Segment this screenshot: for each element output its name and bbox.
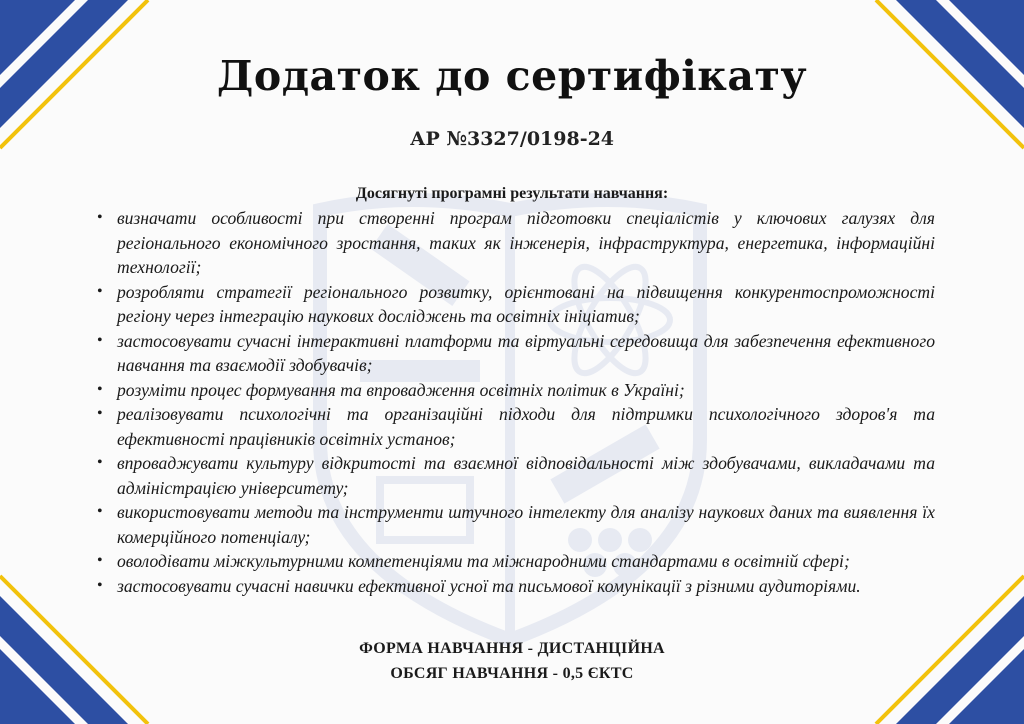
outcome-item: • впроваджувати культуру відкритості та взаємної відповідальності між здобувачами, викладачами та адміністрацією університету;: [95, 451, 935, 500]
study-form: ФОРМА НАВЧАННЯ - ДИСТАНЦІЙНА: [359, 640, 665, 657]
outcomes-heading: Досягнуті програмні результати навчання:: [355, 185, 669, 202]
outcome-item: • застосовувати сучасні інтерактивні платформи та віртуальні середовища для забезпечення ефективного навчання та взаємодії здобувачів;: [95, 329, 935, 378]
outcome-item: • застосовувати сучасні навички ефективної усної та письмової комунікації з різними аудиторіями.: [95, 574, 935, 599]
outcome-item: • оволодівати міжкультурними компетенціями та міжнародними стандартами в освітній сфері;: [95, 549, 935, 574]
study-volume: ОБСЯГ НАВЧАННЯ - 0,5 ЄКТС: [390, 665, 634, 682]
outcomes-list: [95, 206, 935, 598]
outcome-item: • використовувати методи та інструменти штучного інтелекту для аналізу наукових даних та виявлення їх комерційного потенціалу;: [95, 500, 935, 549]
certificate-number: АР №3327/0198-24: [409, 128, 615, 150]
outcome-item: • розробляти стратегії регіонального розвитку, орієнтовані на підвищення конкурентоспроможності регіону через інтеграцію наукових досліджень та освітніх ініціатив;: [95, 280, 935, 329]
page-title: Додаток до сертифікату: [216, 52, 808, 100]
outcome-item: • реалізовувати психологічні та організаційні підходи для підтримки психологічного здоров'я та ефективності працівників освітніх установ;: [95, 402, 935, 451]
outcome-item: • визначати особливості при створенні програм підготовки спеціалістів у ключових галузях для регіонального економічного зростання, таких як інженерія, інфраструктура, енергетика, інформаційні технології;: [95, 206, 935, 280]
outcome-item: • розуміти процес формування та впровадження освітніх політик в Україні;: [95, 378, 935, 403]
